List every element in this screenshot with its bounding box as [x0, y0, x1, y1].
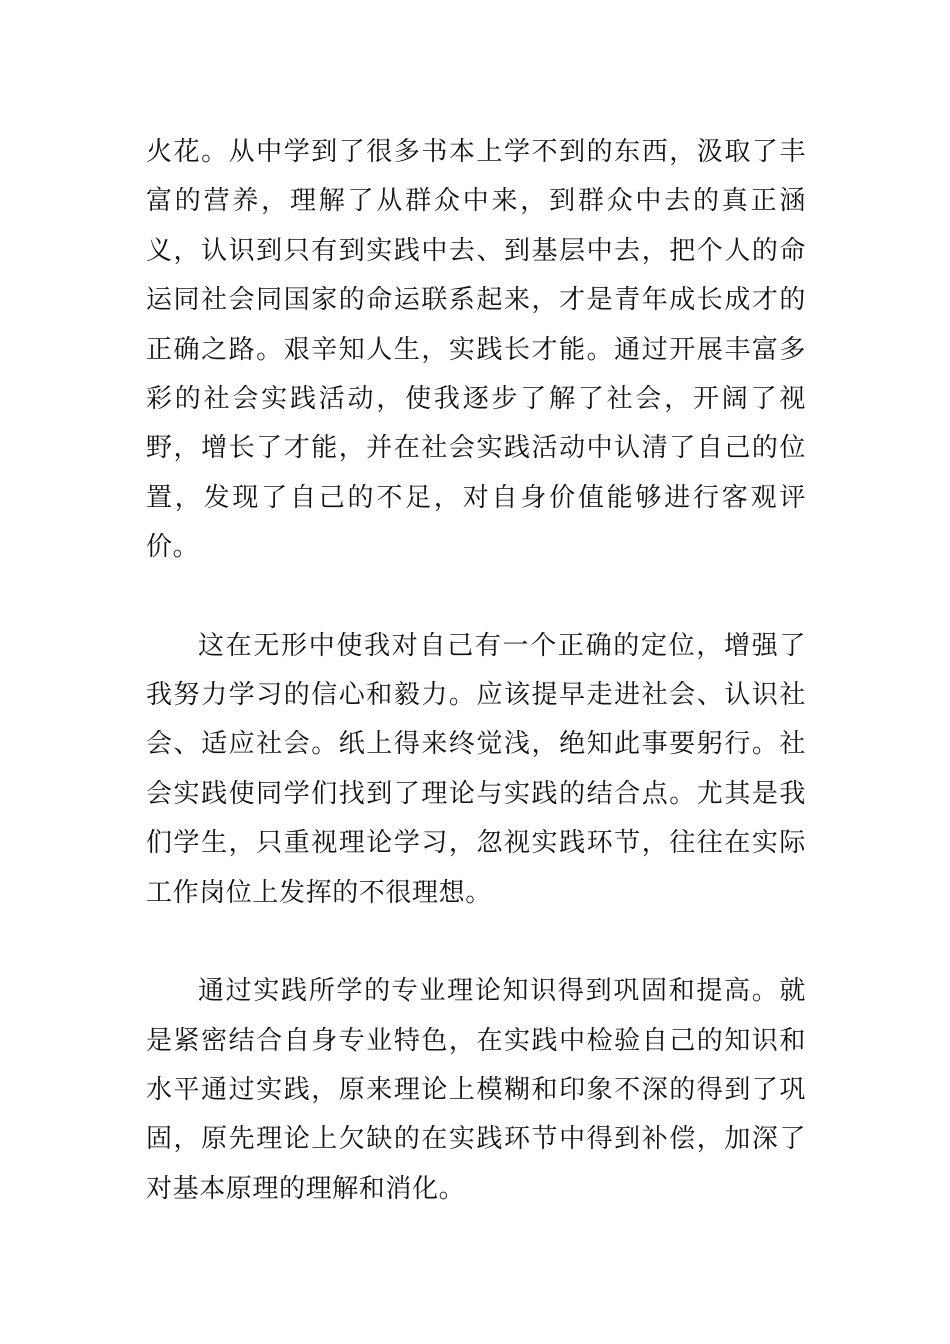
paragraph-gap [146, 573, 806, 622]
paragraph-gap [146, 918, 806, 967]
paragraph-3: 通过实践所学的专业理论知识得到巩固和提高。就是紧密结合自身专业特色，在实践中检验自己的知识和水平通过实践，原来理论上模糊和印象不深的得到了巩固，原先理论上欠缺的在实践环节中得到补偿，加深了对基本原理的理解和消化。 [146, 976, 806, 1204]
document-body [146, 128, 806, 1214]
paragraph-1: 火花。从中学到了很多书本上学不到的东西，汲取了丰富的营养，理解了从群众中来，到群众中去的真正涵义，认识到只有到实践中去、到基层中去，把个人的命运同社会同国家的命运联系起来，才是青年成长成才的正确之路。艰辛知人生，实践长才能。通过开展丰富多彩的社会实践活动，使我逐步了解了社会，开阔了视野，增长了才能，并在社会实践活动中认清了自己的位置，发现了自己的不足，对自身价值能够进行客观评价。 [146, 137, 806, 563]
paragraph-2: 这在无形中使我对自己有一个正确的定位，增强了我努力学习的信心和毅力。应该提早走进社会、认识社会、适应社会。纸上得来终觉浅，绝知此事要躬行。社会实践使同学们找到了理论与实践的结合点。尤其是我们学生，只重视理论学习，忽视实践环节，往往在实际工作岗位上发挥的不很理想。 [146, 630, 806, 908]
